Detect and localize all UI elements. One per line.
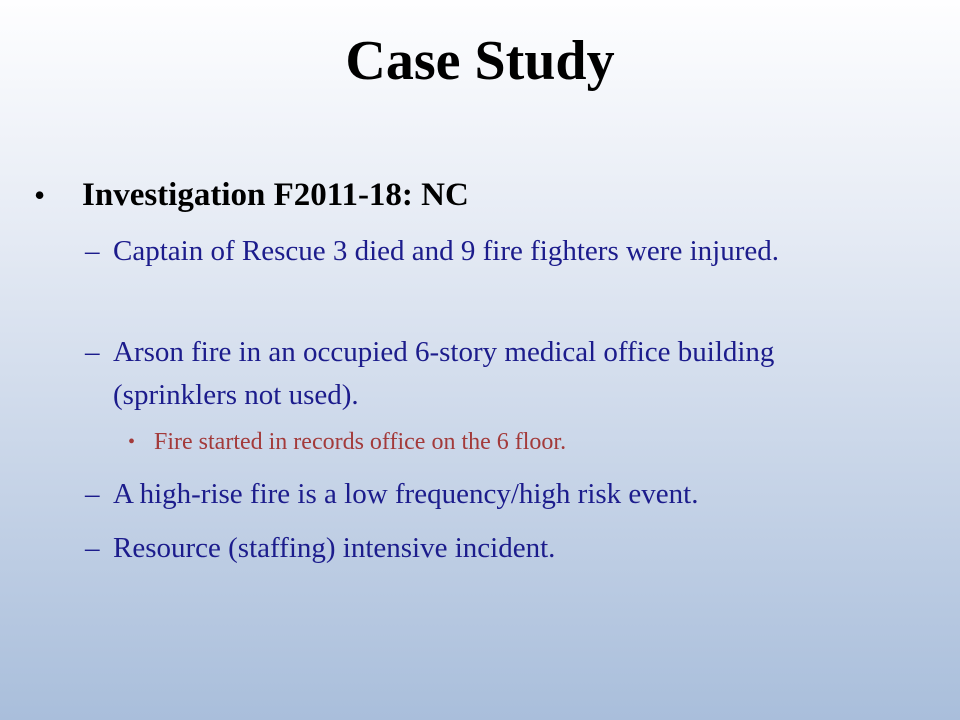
bullet-marker: • <box>128 431 136 453</box>
dash-marker: – <box>85 532 100 564</box>
sub-bullet-text: A high-rise fire is a low frequency/high risk event. <box>113 478 699 510</box>
sub-bullet-text: Resource (staffing) intensive incident. <box>113 532 556 564</box>
sub-bullet-text: Arson fire in an occupied 6-story medical office building (sprinklers not used). <box>113 336 775 411</box>
sub-bullet-resource-intensive <box>85 527 865 570</box>
sub-bullet-arson-fire <box>85 331 865 417</box>
dash-marker: – <box>85 235 100 267</box>
slide-title: Case Study <box>345 30 615 92</box>
bullet-heading: Investigation F2011-18: NC <box>82 177 469 213</box>
bullet-marker: • <box>34 177 46 213</box>
dash-marker: – <box>85 478 100 510</box>
dash-marker: – <box>85 336 100 368</box>
sub-bullet-casualties <box>85 230 865 273</box>
sub-bullet-high-rise <box>85 473 865 516</box>
sub-bullet-text: Captain of Rescue 3 died and 9 fire fighters were injured. <box>113 235 779 267</box>
sub-sub-bullet-text: Fire started in records office on the 6 floor. <box>154 429 567 455</box>
sub-sub-bullet-fire-origin <box>128 424 868 460</box>
